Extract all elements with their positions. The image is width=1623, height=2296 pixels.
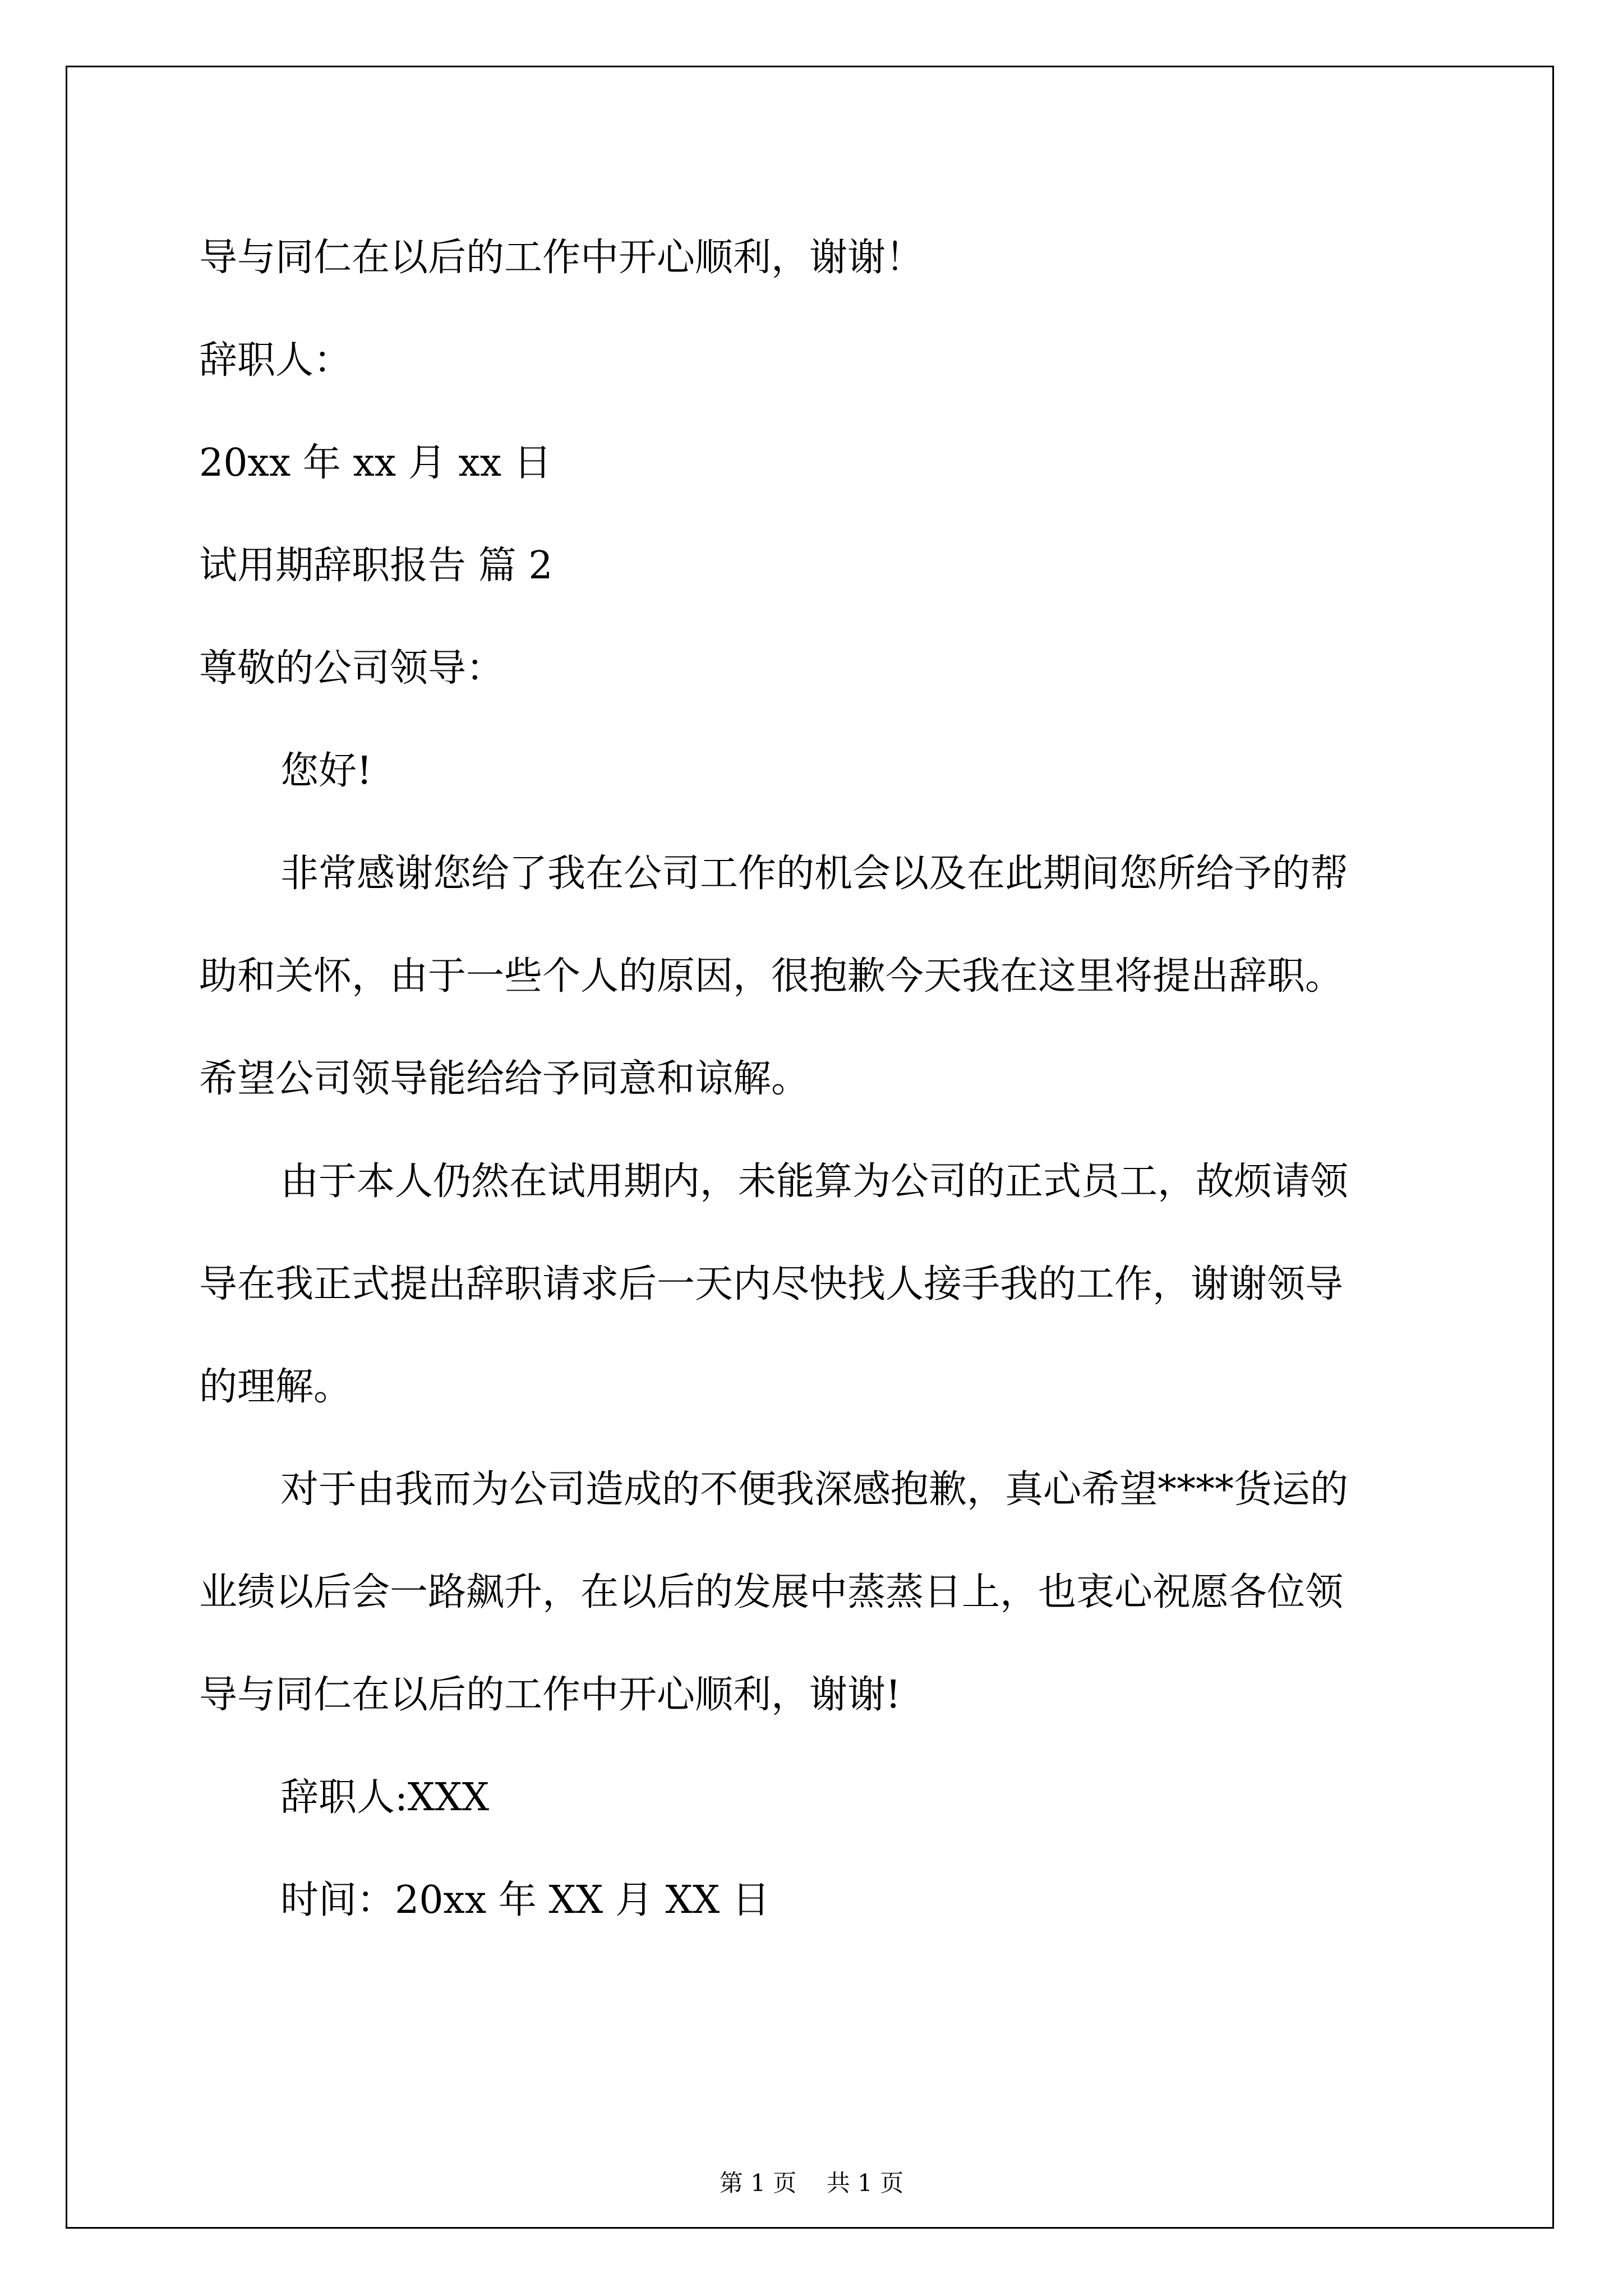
line-10: 由于本人仍然在试用期内，未能算为公司的正式员工，故烦请领 <box>280 1159 1349 1204</box>
line-8: 助和关怀，由于一些个人的原因，很抱歉今天我在这里将提出辞职。 <box>199 954 1344 999</box>
date-line: 时间：20xx 年 XX 月 XX 日 <box>280 1878 770 1922</box>
line-12: 的理解。 <box>199 1365 352 1409</box>
line-3: 20xx 年 xx 月 xx 日 <box>199 441 552 485</box>
page-footer <box>0 2166 1623 2200</box>
page-number: 第 1 页 共 1 页 <box>719 2169 904 2197</box>
salutation: 尊敬的公司领导： <box>199 646 505 691</box>
line-2: 辞职人： <box>199 338 352 383</box>
line-15: 导与同仁在以后的工作中开心顺利，谢谢! <box>199 1673 901 1717</box>
greeting: 您好! <box>280 749 372 793</box>
line-13: 对于由我而为公司造成的不便我深感抱歉，真心希望****货运的 <box>280 1467 1349 1512</box>
line-1: 导与同仁在以后的工作中开心顺利，谢谢！ <box>199 236 924 280</box>
signature-line: 辞职人:XXX <box>280 1775 490 1820</box>
line-11: 导在我正式提出辞职请求后一天内尽快找人接手我的工作，谢谢领导 <box>199 1262 1344 1306</box>
line-9: 希望公司领导能给给予同意和谅解。 <box>199 1057 810 1101</box>
line-14: 业绩以后会一路飙升，在以后的发展中蒸蒸日上，也衷心祝愿各位领 <box>199 1570 1344 1614</box>
document-body <box>199 206 1433 1952</box>
section-heading: 试用期辞职报告 篇 2 <box>199 544 553 588</box>
line-7: 非常感谢您给了我在公司工作的机会以及在此期间您所给予的帮 <box>280 852 1349 896</box>
